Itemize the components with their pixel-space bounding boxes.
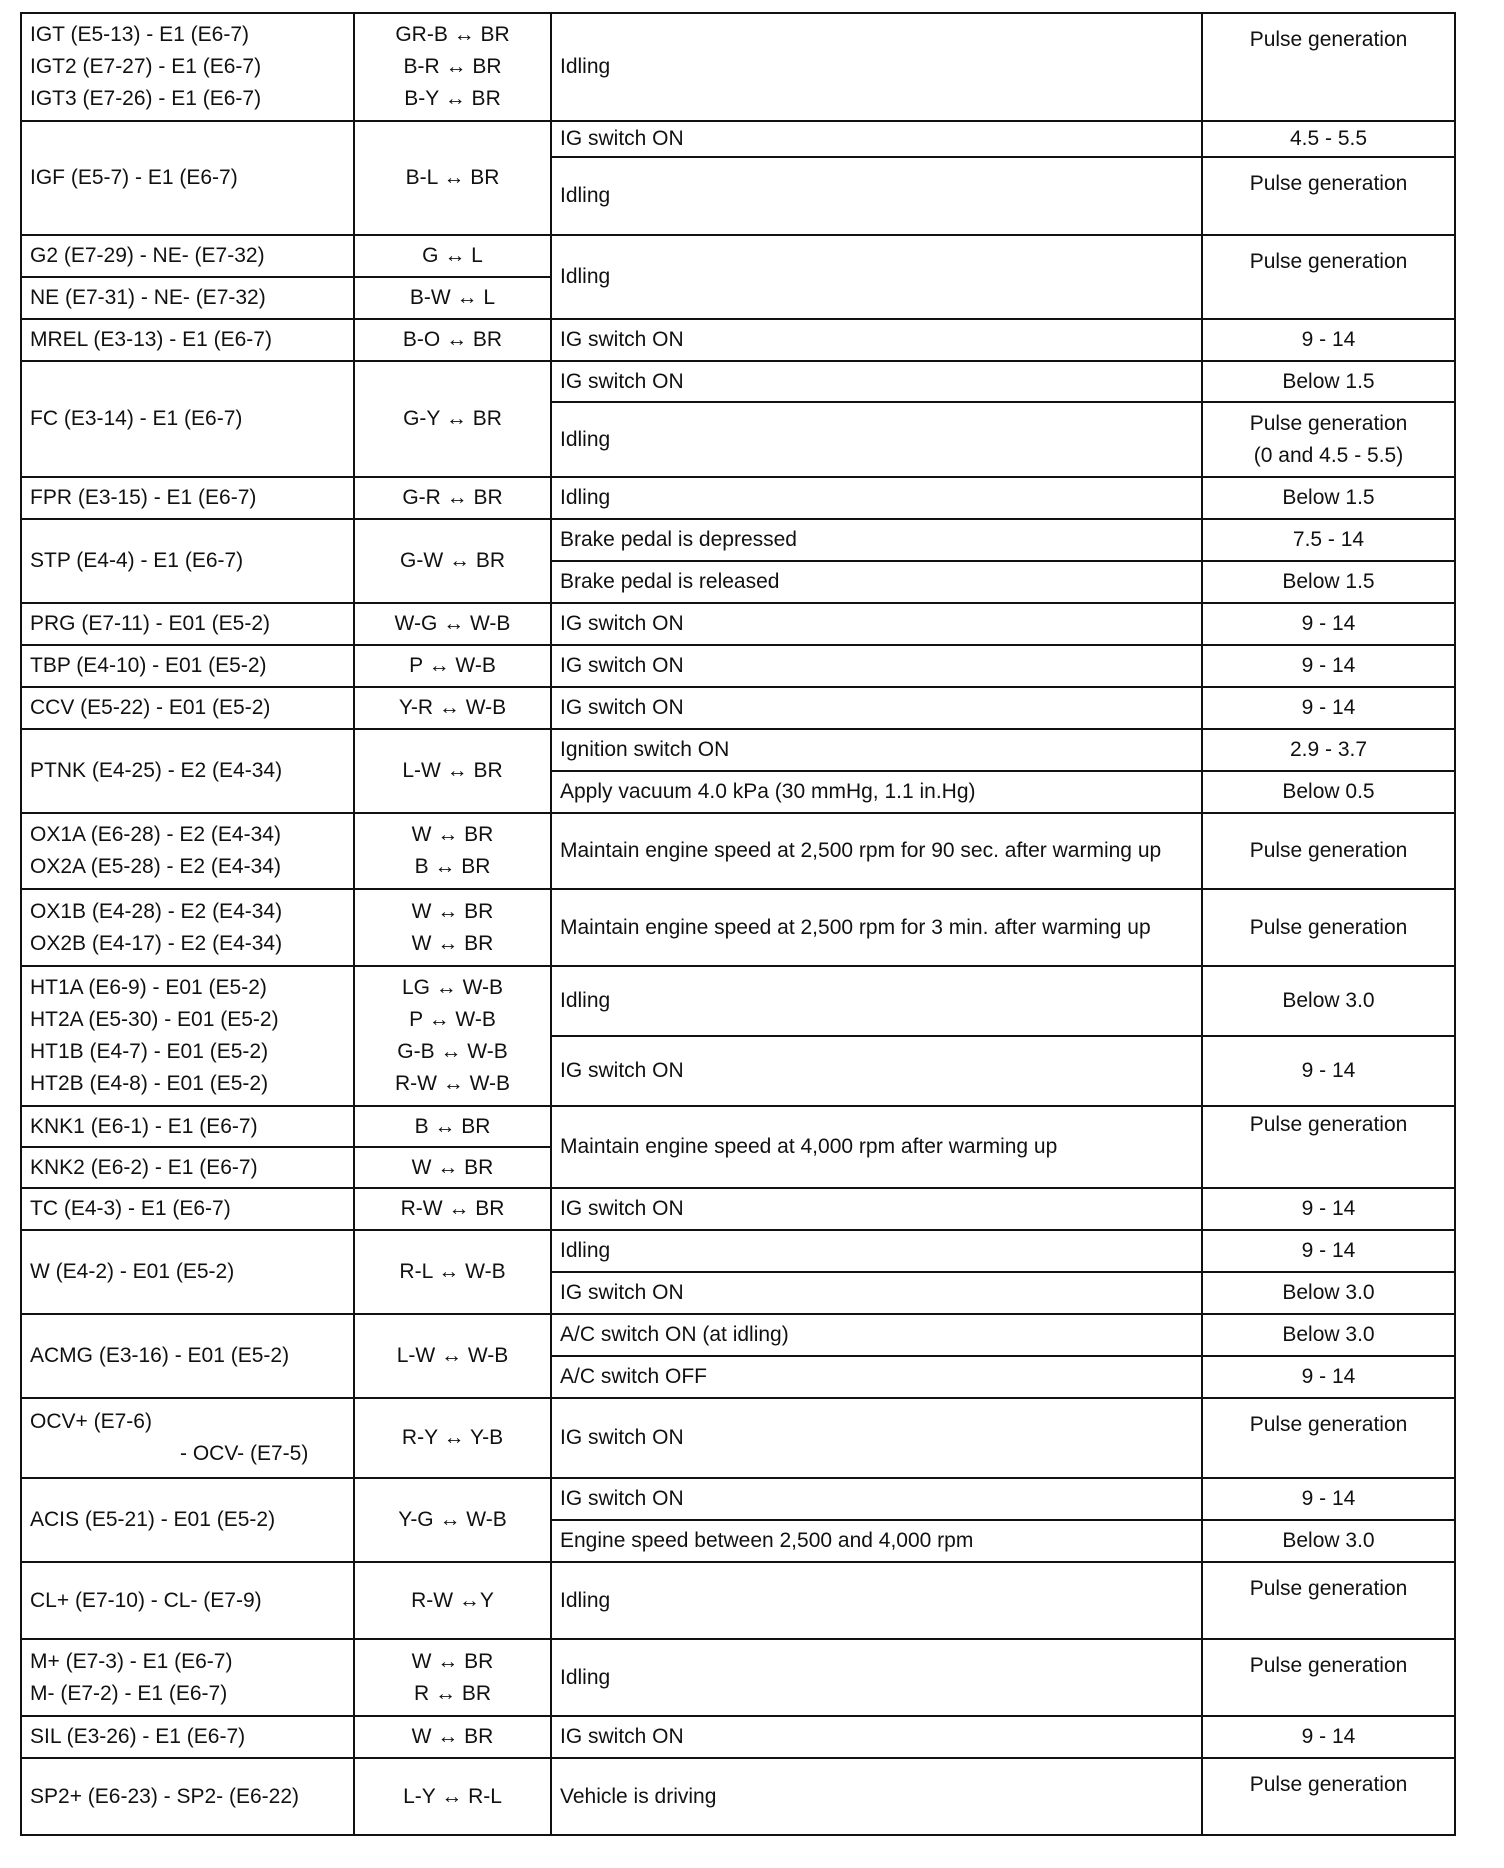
table-row: [21, 1398, 1455, 1478]
spec-cell: 9 - 14: [1202, 1230, 1455, 1272]
spec-cell: Pulse generation: [1202, 1562, 1455, 1639]
wiring-cell: Y-R ↔ W-B: [354, 687, 551, 729]
condition-cell: Vehicle is driving: [551, 1758, 1202, 1835]
wiring-cell: R-W ↔Y: [354, 1562, 551, 1639]
spec-cell: Pulse generation: [1202, 1639, 1455, 1716]
table-row: [21, 1716, 1455, 1758]
wiring-cell: W ↔ BR: [354, 1147, 551, 1188]
condition-cell: IG switch ON: [551, 1036, 1202, 1106]
wiring-color: W ↔ BR: [411, 823, 494, 846]
spec-cell: Below 3.0: [1202, 1520, 1455, 1562]
terminal-cell: NE (E7-31) - NE- (E7-32): [21, 277, 354, 319]
condition-cell: Idling: [551, 966, 1202, 1036]
condition-cell: A/C switch ON (at idling): [551, 1314, 1202, 1356]
wiring-color: B ↔ BR: [414, 855, 491, 878]
spec-cell: 9 - 14: [1202, 1188, 1455, 1230]
condition-cell: Maintain engine speed at 2,500 rpm for 90 sec. after warming up: [551, 813, 1202, 889]
wiring-color: G-B ↔ W-B: [397, 1040, 508, 1063]
condition-cell: Idling: [551, 402, 1202, 477]
table-row: [21, 729, 1455, 771]
terminal-cell: [21, 13, 354, 121]
spec-cell: 9 - 14: [1202, 645, 1455, 687]
terminal-cell: TC (E4-3) - E1 (E6-7): [21, 1188, 354, 1230]
condition-cell: Idling: [551, 13, 1202, 121]
table-row: [21, 319, 1455, 361]
table-row: [21, 687, 1455, 729]
wiring-cell: L-W ↔ BR: [354, 729, 551, 813]
wiring-cell: G-R ↔ BR: [354, 477, 551, 519]
condition-cell: Apply vacuum 4.0 kPa (30 mmHg, 1.1 in.Hg): [551, 771, 1202, 813]
table-row: [21, 1758, 1455, 1835]
spec-line: Pulse generation: [1249, 411, 1408, 435]
table-row: [21, 1562, 1455, 1639]
wiring-color: R-W ↔ W-B: [394, 1072, 511, 1095]
wiring-color: W ↔ BR: [411, 899, 494, 923]
wiring-cell: R-W ↔ BR: [354, 1188, 551, 1230]
terminal-label: IGT (E5-13) - E1 (E6-7): [30, 23, 250, 46]
wiring-color: B-R ↔ BR: [403, 55, 502, 78]
wiring-cell: L-Y ↔ R-L: [354, 1758, 551, 1835]
condition-cell: IG switch ON: [551, 1716, 1202, 1758]
table-row: [21, 1230, 1455, 1272]
table-row: [21, 361, 1455, 402]
wiring-cell: G ↔ L: [354, 235, 551, 277]
wiring-cell: B-W ↔ L: [354, 277, 551, 319]
spec-cell: 2.9 - 3.7: [1202, 729, 1455, 771]
wiring-cell: W ↔ BR: [354, 1716, 551, 1758]
terminal-label: HT1B (E4-7) - E01 (E5-2): [30, 1040, 269, 1063]
condition-cell: IG switch ON: [551, 1478, 1202, 1520]
wiring-color: W ↔ BR: [411, 931, 494, 955]
condition-cell: IG switch ON: [551, 361, 1202, 402]
spec-cell: Pulse generation: [1202, 1758, 1455, 1835]
wiring-color: GR-B ↔ BR: [395, 23, 510, 46]
spec-line: (0 and 4.5 - 5.5): [1253, 443, 1404, 467]
terminal-label: HT2B (E4-8) - E01 (E5-2): [30, 1072, 269, 1095]
wiring-cell: G-W ↔ BR: [354, 519, 551, 603]
terminal-cell: ACIS (E5-21) - E01 (E5-2): [21, 1478, 354, 1562]
terminal-cell: [21, 889, 354, 966]
condition-cell: Brake pedal is depressed: [551, 519, 1202, 561]
wiring-cell: B-O ↔ BR: [354, 319, 551, 361]
condition-cell: Idling: [551, 1639, 1202, 1716]
terminal-cell: PTNK (E4-25) - E2 (E4-34): [21, 729, 354, 813]
table-row: [21, 235, 1455, 277]
condition-cell: IG switch ON: [551, 1272, 1202, 1314]
table-row: [21, 645, 1455, 687]
spec-cell: 9 - 14: [1202, 603, 1455, 645]
spec-cell: Below 1.5: [1202, 477, 1455, 519]
condition-cell: IG switch ON: [551, 1398, 1202, 1478]
wiring-cell: W-G ↔ W-B: [354, 603, 551, 645]
spec-cell: Pulse generation: [1202, 157, 1455, 235]
wiring-cell: B ↔ BR: [354, 1106, 551, 1147]
spec-cell: [1202, 402, 1455, 477]
terminal-label: HT2A (E5-30) - E01 (E5-2): [30, 1008, 279, 1031]
condition-cell: Maintain engine speed at 2,500 rpm for 3 min. after warming up: [551, 889, 1202, 966]
wiring-color: R ↔ BR: [413, 1681, 491, 1705]
terminal-cell: IGF (E5-7) - E1 (E6-7): [21, 121, 354, 235]
terminal-cell: SP2+ (E6-23) - SP2- (E6-22): [21, 1758, 354, 1835]
condition-cell: IG switch ON: [551, 121, 1202, 157]
spec-cell: 9 - 14: [1202, 687, 1455, 729]
terminal-label: OX2A (E5-28) - E2 (E4-34): [30, 855, 281, 878]
terminal-cell: CL+ (E7-10) - CL- (E7-9): [21, 1562, 354, 1639]
condition-cell: Idling: [551, 235, 1202, 319]
condition-cell: Idling: [551, 157, 1202, 235]
wiring-cell: [354, 966, 551, 1106]
terminal-label: OX2B (E4-17) - E2 (E4-34): [30, 931, 283, 955]
condition-cell: Ignition switch ON: [551, 729, 1202, 771]
spec-cell: 9 - 14: [1202, 319, 1455, 361]
terminal-cell: G2 (E7-29) - NE- (E7-32): [21, 235, 354, 277]
table-row: [21, 603, 1455, 645]
ecu-terminal-voltage-table: [20, 12, 1456, 1836]
condition-cell: IG switch ON: [551, 687, 1202, 729]
condition-cell: Idling: [551, 1230, 1202, 1272]
condition-cell: IG switch ON: [551, 1188, 1202, 1230]
spec-cell: Pulse generation: [1202, 1106, 1455, 1188]
terminal-cell: FC (E3-14) - E1 (E6-7): [21, 361, 354, 477]
terminal-cell: STP (E4-4) - E1 (E6-7): [21, 519, 354, 603]
table-row: [21, 1314, 1455, 1356]
spec-cell: Pulse generation: [1202, 889, 1455, 966]
terminal-label: OCV+ (E7-6): [30, 1410, 152, 1433]
wiring-cell: [354, 1639, 551, 1716]
wiring-cell: G-Y ↔ BR: [354, 361, 551, 477]
terminal-label: M+ (E7-3) - E1 (E6-7): [30, 1649, 233, 1673]
condition-cell: IG switch ON: [551, 319, 1202, 361]
terminal-cell: [21, 1639, 354, 1716]
spec-cell: Below 1.5: [1202, 361, 1455, 402]
terminal-cell: SIL (E3-26) - E1 (E6-7): [21, 1716, 354, 1758]
table-row: [21, 477, 1455, 519]
terminal-cell: KNK2 (E6-2) - E1 (E6-7): [21, 1147, 354, 1188]
terminal-cell: CCV (E5-22) - E01 (E5-2): [21, 687, 354, 729]
wiring-cell: [354, 813, 551, 889]
table-row: [21, 966, 1455, 1036]
terminal-cell: ACMG (E3-16) - E01 (E5-2): [21, 1314, 354, 1398]
terminal-label: M- (E7-2) - E1 (E6-7): [30, 1681, 228, 1705]
spec-cell: Below 3.0: [1202, 1272, 1455, 1314]
spec-cell: Pulse generation: [1202, 235, 1455, 319]
wiring-cell: [354, 889, 551, 966]
spec-cell: 9 - 14: [1202, 1716, 1455, 1758]
spec-cell: 9 - 14: [1202, 1356, 1455, 1398]
terminal-label: - OCV- (E7-5): [180, 1442, 309, 1465]
table-row: [21, 1188, 1455, 1230]
terminal-label: OX1A (E6-28) - E2 (E4-34): [30, 823, 281, 846]
wiring-cell: L-W ↔ W-B: [354, 1314, 551, 1398]
condition-cell: A/C switch OFF: [551, 1356, 1202, 1398]
terminal-cell: [21, 1398, 354, 1478]
terminal-cell: [21, 813, 354, 889]
terminal-cell: [21, 966, 354, 1106]
condition-cell: Engine speed between 2,500 and 4,000 rpm: [551, 1520, 1202, 1562]
wiring-cell: B-L ↔ BR: [354, 121, 551, 235]
wiring-color: B-Y ↔ BR: [404, 87, 501, 110]
table-row: [21, 813, 1455, 889]
terminal-label: IGT3 (E7-26) - E1 (E6-7): [30, 87, 262, 110]
spec-cell: Pulse generation: [1202, 1398, 1455, 1478]
spec-cell: Pulse generation: [1202, 13, 1455, 121]
table-row: [21, 1478, 1455, 1520]
condition-cell: Maintain engine speed at 4,000 rpm after warming up: [551, 1106, 1202, 1188]
condition-cell: Idling: [551, 477, 1202, 519]
spec-cell: Below 1.5: [1202, 561, 1455, 603]
table-row: [21, 13, 1455, 121]
terminal-label: HT1A (E6-9) - E01 (E5-2): [30, 976, 267, 999]
spec-cell: Below 3.0: [1202, 1314, 1455, 1356]
terminal-cell: FPR (E3-15) - E1 (E6-7): [21, 477, 354, 519]
wiring-color: LG ↔ W-B: [401, 976, 504, 999]
wiring-color: P ↔ W-B: [409, 1008, 496, 1031]
terminal-label: IGT2 (E7-27) - E1 (E6-7): [30, 55, 262, 78]
spec-cell: 9 - 14: [1202, 1478, 1455, 1520]
table-row: [21, 519, 1455, 561]
wiring-color: W ↔ BR: [411, 1649, 494, 1673]
spec-cell: 7.5 - 14: [1202, 519, 1455, 561]
terminal-cell: W (E4-2) - E01 (E5-2): [21, 1230, 354, 1314]
terminal-cell: PRG (E7-11) - E01 (E5-2): [21, 603, 354, 645]
table-row: [21, 1106, 1455, 1147]
condition-cell: IG switch ON: [551, 645, 1202, 687]
table-row: [21, 889, 1455, 966]
terminal-cell: TBP (E4-10) - E01 (E5-2): [21, 645, 354, 687]
condition-cell: Idling: [551, 1562, 1202, 1639]
wiring-cell: Y-G ↔ W-B: [354, 1478, 551, 1562]
spec-cell: Pulse generation: [1202, 813, 1455, 889]
wiring-cell: P ↔ W-B: [354, 645, 551, 687]
table-row: [21, 121, 1455, 157]
terminal-label: OX1B (E4-28) - E2 (E4-34): [30, 899, 283, 923]
condition-cell: IG switch ON: [551, 603, 1202, 645]
terminal-cell: KNK1 (E6-1) - E1 (E6-7): [21, 1106, 354, 1147]
table-row: [21, 1639, 1455, 1716]
spec-cell: 4.5 - 5.5: [1202, 121, 1455, 157]
spec-cell: Below 3.0: [1202, 966, 1455, 1036]
terminal-cell: MREL (E3-13) - E1 (E6-7): [21, 319, 354, 361]
wiring-cell: R-L ↔ W-B: [354, 1230, 551, 1314]
wiring-cell: [354, 13, 551, 121]
spec-cell: Below 0.5: [1202, 771, 1455, 813]
condition-cell: Brake pedal is released: [551, 561, 1202, 603]
wiring-cell: R-Y ↔ Y-B: [354, 1398, 551, 1478]
spec-cell: 9 - 14: [1202, 1036, 1455, 1106]
